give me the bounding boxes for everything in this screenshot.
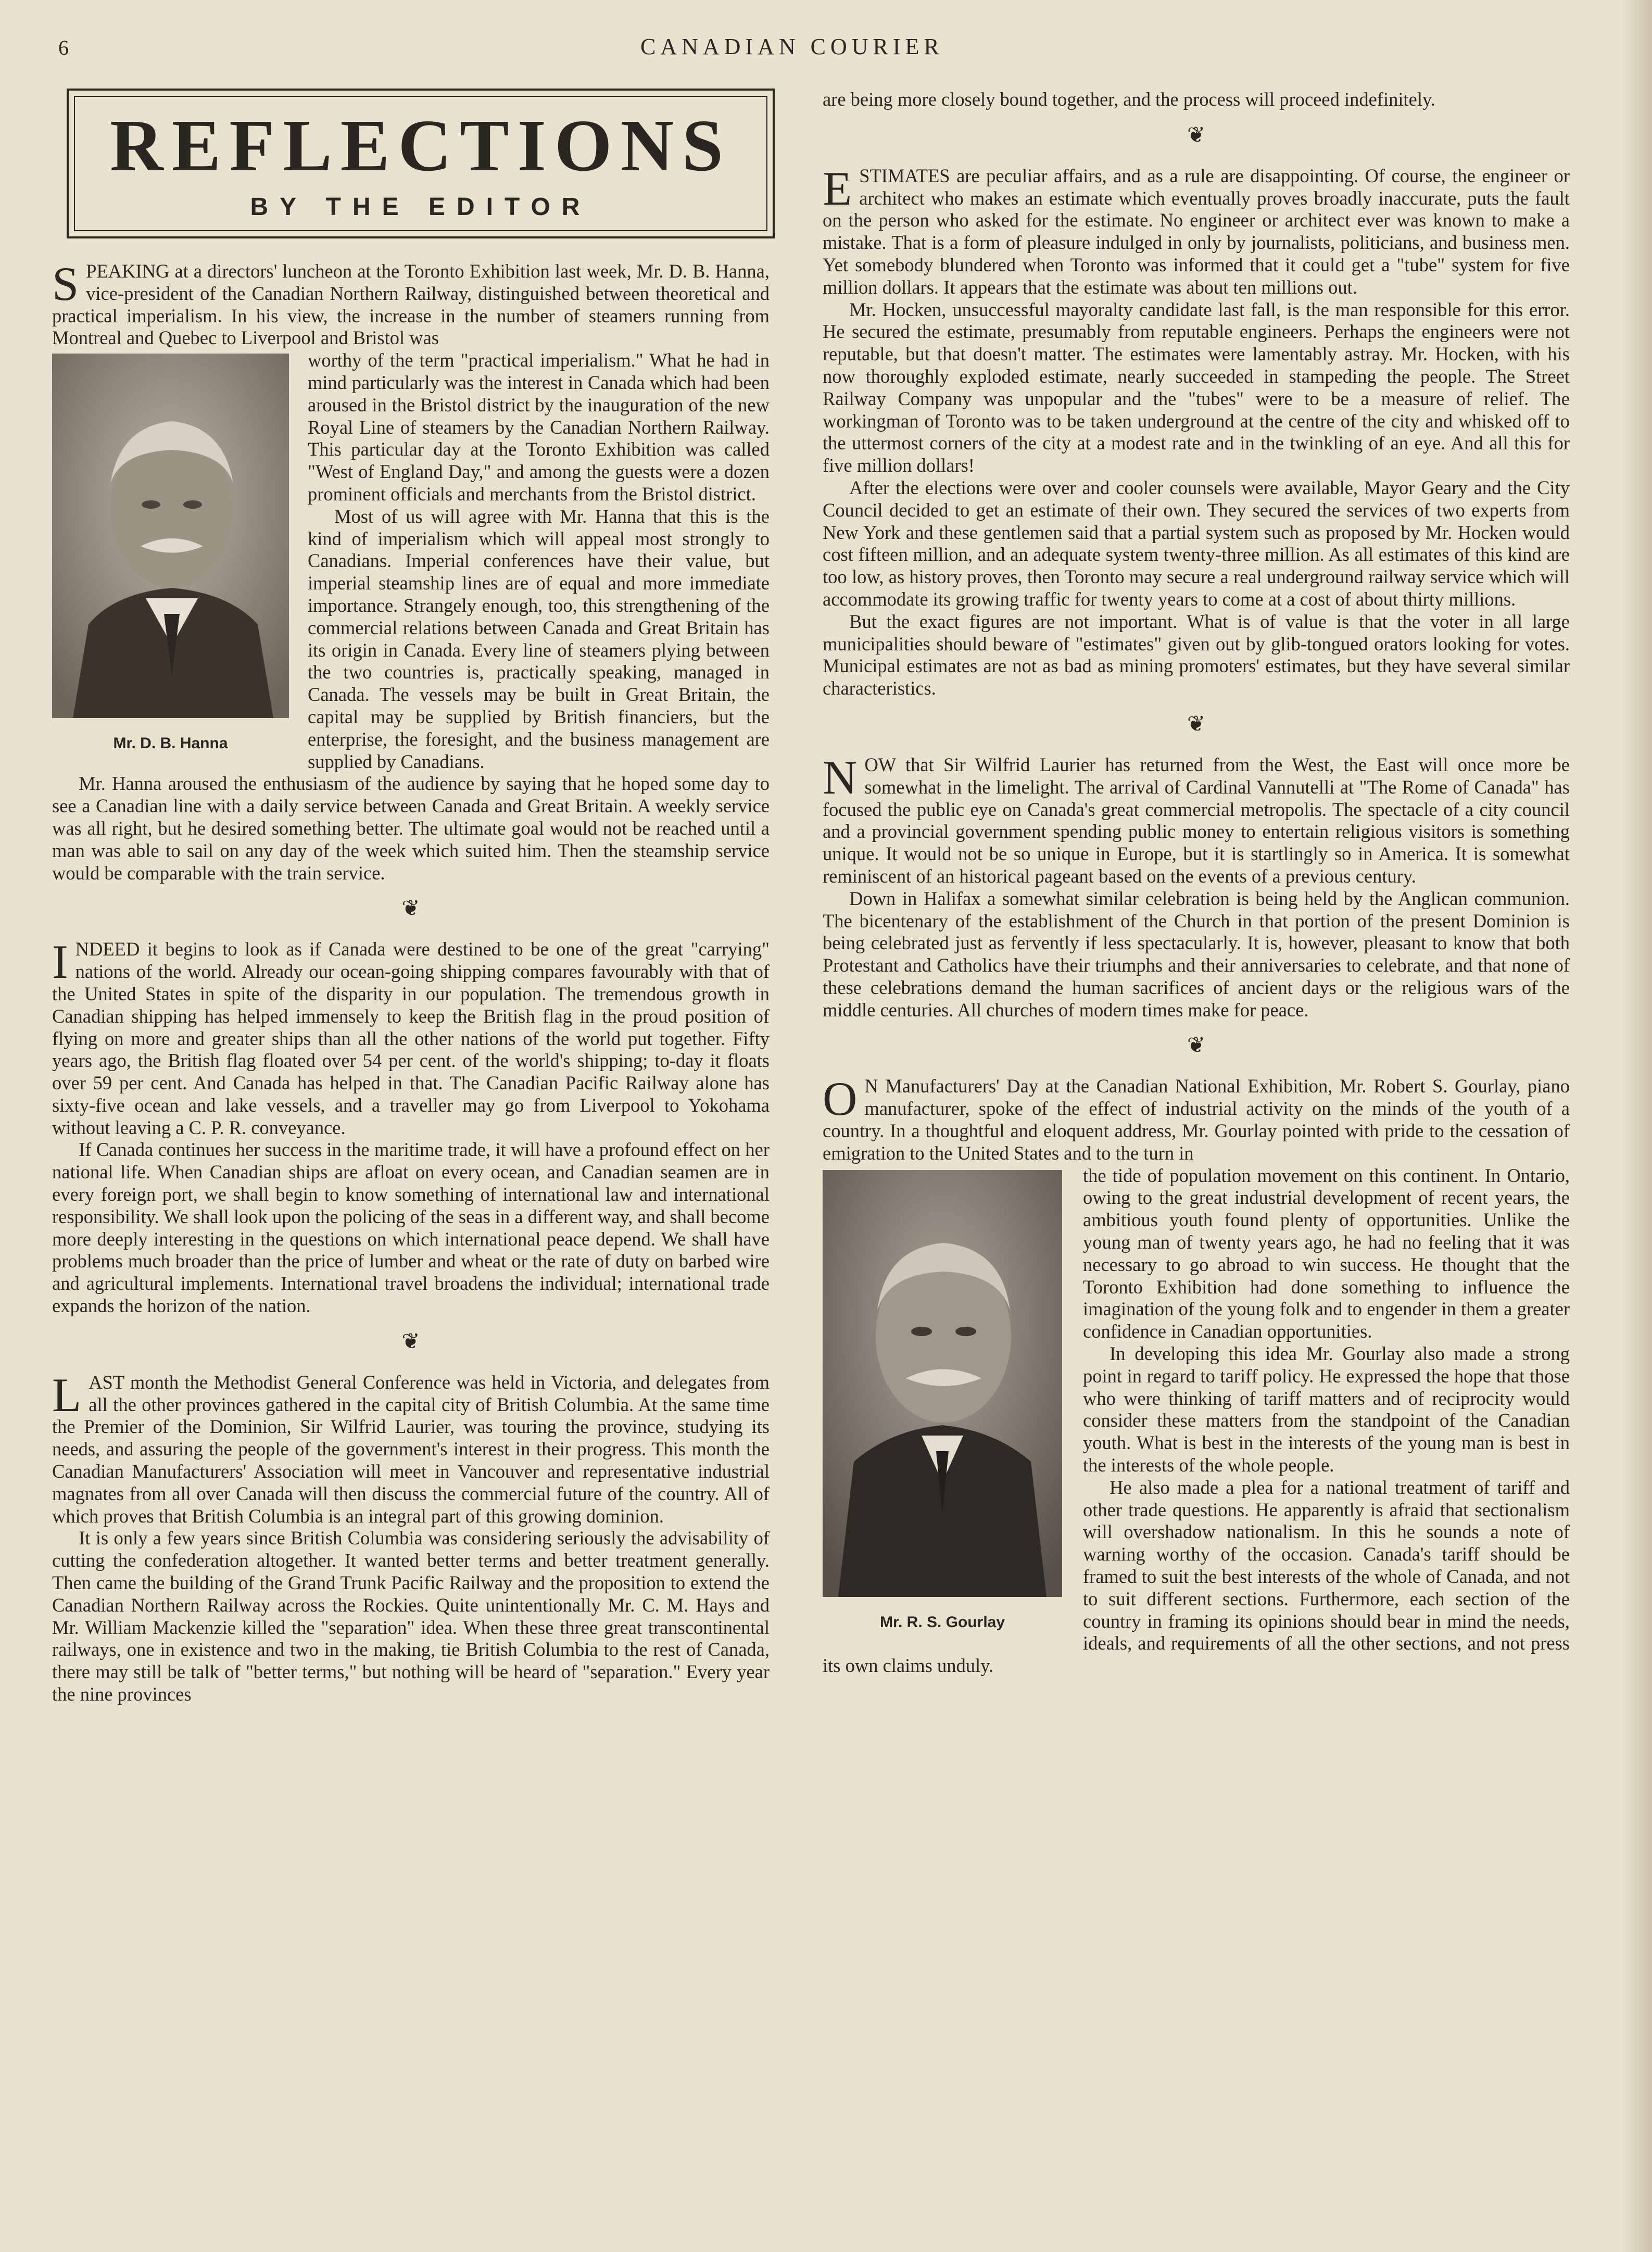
paragraph: the tide of population movement on this continent. In Ontario, owing to the great industrial development of recent years, the ambitious youth found plenty of opportunities. Unlike the young man of twenty years ago, he had no feeling that it was necessary to go abroad to win success. He thought that the Toronto Exhibition had done something to influence the imagination of the young folk and to engender in them a greater confidence in Canadian opportunities. <box>1083 1164 1570 1342</box>
paragraph-text: PEAKING at a directors' luncheon at the Toronto Exhibition last week, Mr. D. B. Hanna, vice-president of the Canadian Northern Railway, distinguished between theoretical and practical imperialism. In his view, the increase in the number of steamers running from Montreal and Quebec to Liverpool and Bristol was <box>52 260 770 349</box>
paragraph-text: OW that Sir Wilfrid Laurier has returned from the West, the East will once more be somewhat in the limelight. The arrival of Cardinal Vannutelli at "The Rome of Canada" has focused the public eye on Canada's great commercial metropolis. The spectacle of a city council and a provincial government spending public money to entertain religious visitors is something unique. It would not be so unique in Europe, but it is startlingly so in America. It is somewhat reminiscent of an historical pageant based on the events of a previous century. <box>823 753 1570 887</box>
paragraph: Mr. Hanna aroused the enthusiasm of the audience by saying that he hoped some day to see a Canadian line with a daily service between Canada and Great Britain. A weekly service was all right, but he desired something better. The ultimate goal would not be reached until a man was able to sail on any day of the week which suited him. Then the steamship service would be comparable with the train service. <box>52 773 770 884</box>
paragraph-text: NDEED it begins to look as if Canada were destined to be one of the great "carrying" nations of the world. Already our ocean-going shipping compares favourably with that of the United States in spite of the disparity in our population. The tremendous growth in Canadian shipping has helped immensely to keep the British flag in the proud position of flying on more and greater ships than all the other nations of the world put together. Fifty years ago, the British flag floated over 54 per cent. of the world's shipping; to-day it floats over 59 per cent. And Canada has helped in that. The Canadian Pacific Railway alone has sixty-five ocean and lake vessels, and a traveller may go from Liverpool to Yokohama without leaving a C. P. R. conveyance. <box>52 938 770 1138</box>
portrait-photo-icon <box>823 1170 1062 1597</box>
ornament-icon: ❦ <box>401 897 420 921</box>
drop-cap: N <box>823 750 857 804</box>
paragraph <box>52 257 770 349</box>
ornament-icon: ❦ <box>1187 123 1206 147</box>
paragraph: It is only a few years since British Columbia was considering seriously the advisability of cutting the confederation altogether. It wanted better terms and better treatment generally. Then came the building of the Grand Trunk Pacific Railway and the proposition to extend the Canadian Northern Railway across the Rockies. Quite unintentionally Mr. C. M. Hays and Mr. William Mackenzie killed the "separation" idea. When these three great transcontinental railways, one in existence and two in the making, tie British Columbia to the rest of Canada, there may still be talk of "better terms," but nothing will be heard of "separation." Every year the nine provinces <box>52 1527 770 1705</box>
photo-gourlay <box>823 1170 1062 1631</box>
ornament-icon: ❦ <box>1187 1034 1206 1058</box>
paragraph <box>823 750 1570 888</box>
photo-hanna <box>52 354 289 752</box>
title-box <box>67 89 775 238</box>
paragraph-text: N Manufacturers' Day at the Canadian National Exhibition, Mr. Robert S. Gourlay, piano manufacturer, spoke of the effect of industrial activity on the minds of the youth of a country. In a thoughtful and eloquent address, Mr. Gourlay pointed with pride to the cessation of emigration to the United States and to the turn in <box>823 1075 1570 1164</box>
drop-cap: S <box>52 257 79 310</box>
paragraph: Mr. Hocken, unsuccessful mayoralty candidate last fall, is the man responsible for this error. He secured the estimate, presumably from reputable engineers. Perhaps the engineers were not reputable, but that doesn't matter. The estimates were lamentably astray. Mr. Hocken, with his now thoroughly exploded estimate, nearly succeeded in stampeding the people. The Street Railway Company was unpopular and the "tubes" were to be a measure of relief. The workingman of Toronto was to be taken underground at the centre of the city and whisked off to the uttermost corners of the city at a modest rate and in the twinkling of an eye. And all this for five million dollars! <box>823 298 1570 476</box>
photo-caption: Mr. D. B. Hanna <box>113 735 228 752</box>
paragraph: After the elections were over and cooler counsels were available, Mayor Geary and the City Council decided to get an estimate of their own. They secured the services of two experts from New York and these gentlemen said that a partial system such as proposed by Mr. Hocken would cost fifteen million, and an adequate system twenty-three million. As all estimates of this kind are too low, as history proves, then Toronto may secure a real underground railway service which will accommodate its growing traffic for twenty years to come at a cost of about thirty millions. <box>823 476 1570 610</box>
paragraph <box>823 161 1570 299</box>
drop-cap: I <box>52 935 68 989</box>
paragraph-text: STIMATES are peculiar affairs, and as a rule are disappointing. Of course, the engineer or architect who makes an estimate which eventually proves broadly inaccurate, puts the fault on the person who asked for the estimate. No engineer or architect ever was known to make a mistake. That is a form of pleasure indulged in only by journalists, politicians, and business men. Yet somebody blundered when Toronto was informed that it could get a "tube" system for five million dollars. It appears that the estimate was about ten millions out. <box>823 165 1570 298</box>
page-title: REFLECTIONS <box>110 104 732 186</box>
right-column <box>823 89 1570 1677</box>
page-number: 6 <box>58 36 69 59</box>
ornament-icon: ❦ <box>401 1329 420 1354</box>
paragraph: If Canada continues her success in the maritime trade, it will have a profound effect on her national life. When Canadian ships are afloat on every ocean, and Canadian seamen are in every foreign port, we shall begin to know something of international law and international responsibility. We shall look upon the policing of the seas in a different way, and shall become more deeply interesting in the questions on which international peace depend. We shall have problems much broader than the price of lumber and wheat or the rate of duty on barbed wire and agricultural implements. International travel broadens the individual; international trade expands the horizon of the nation. <box>52 1139 770 1317</box>
paragraph: He also made a plea for a national treatment of tariff and other trade questions. He apparently is afraid that sectionalism will overshadow nationalism. In this he sounds a note of warning worthy of the occasion. Canada's tariff should be framed to suit the best interests of the whole of Canada, and not to suit different sections. Furthermore, each section of the country in framing its opinions should bear in mind the needs, ideals, and requirements of all the other sections, and not press its own claims unduly. <box>823 1476 1570 1677</box>
paragraph-text: AST month the Methodist General Conference was held in Victoria, and delegates from all the other provinces gathered in the capital city of British Columbia. At the same time the Premier of the Dominion, Sir Wilfrid Laurier, was touring the province, studying its needs, and assuring the people of the government's interest in their progress. This month the Canadian Manufacturers' Association will meet in Vancouver and representative industrial magnates from all over Canada will then discuss the commercial future of the country. All of which proves that British Columbia is an integral part of this growing dominion. <box>52 1371 770 1527</box>
photo-caption: Mr. R. S. Gourlay <box>879 1613 1005 1631</box>
paragraph: But the exact figures are not important. What is of value is that the voter in all large municipalities should beware of "estimates" given out by glib-tongued orators looking for votes. Municipal estimates are not as bad as mining promoters' estimates, but they have several similar characteristics. <box>823 610 1570 699</box>
running-head: CANADIAN COURIER <box>640 34 944 59</box>
paragraph <box>823 1072 1570 1164</box>
page-subtitle: BY THE EDITOR <box>250 193 591 221</box>
portrait-photo-icon <box>52 354 289 718</box>
drop-cap: E <box>823 161 852 215</box>
paragraph: Down in Halifax a somewhat similar celebration is being held by the Anglican communion. The bicentenary of the establishment of the Church in that portion of the present Dominion is being celebrated just as fervently if less spectacularly. It is, however, pleasant to know that both Protestant and Catholics have their triumphs and their anniversaries to celebrate, and that none of these celebrations demand the human sacrifices of ancient days or the religious wars of the middle centuries. All churches of modern times make for peace. <box>823 887 1570 1021</box>
drop-cap: L <box>52 1368 82 1421</box>
paragraph <box>52 1368 770 1528</box>
drop-cap: O <box>823 1072 857 1126</box>
paragraph <box>52 935 770 1139</box>
paragraph: worthy of the term "practical imperialism." What he had in mind particularly was the interest in Canada which had been aroused in the Bristol district by the inauguration of the new Royal Line of steamers by the Canadian Northern Railway. This particular day at the Toronto Exhibition was called "West of England Day," and among the guests were a dozen prominent officials and merchants from the Bristol district. <box>308 349 770 505</box>
left-column <box>52 257 770 1706</box>
paragraph: are being more closely bound together, and the process will proceed indefinitely. <box>823 89 1435 110</box>
ornament-icon: ❦ <box>1187 712 1206 736</box>
paragraph: Most of us will agree with Mr. Hanna that this is the kind of imperialism which will appeal most strongly to Canadians. Imperial conferences have their value, but imperial steamship lines are of equal and more immediate importance. Strangely enough, too, this strengthening of the commercial relations between Canada and Great Britain has its origin in Canada. Every line of steamers plying between the two countries is, practically speaking, managed in Canada. The vessels may be built in Great Britain, the capital may be supplied by British financiers, but the enterprise, the foresight, and the business management are supplied by Canadians. <box>308 505 770 772</box>
paragraph: In developing this idea Mr. Gourlay also made a strong point in regard to tariff policy. He expressed the hope that those who were thinking of tariff matters and of reciprocity would consider these matters from the standpoint of the Canadian youth. What is best in the interests of the young man is best in the interests of the whole people. <box>1083 1343 1570 1476</box>
